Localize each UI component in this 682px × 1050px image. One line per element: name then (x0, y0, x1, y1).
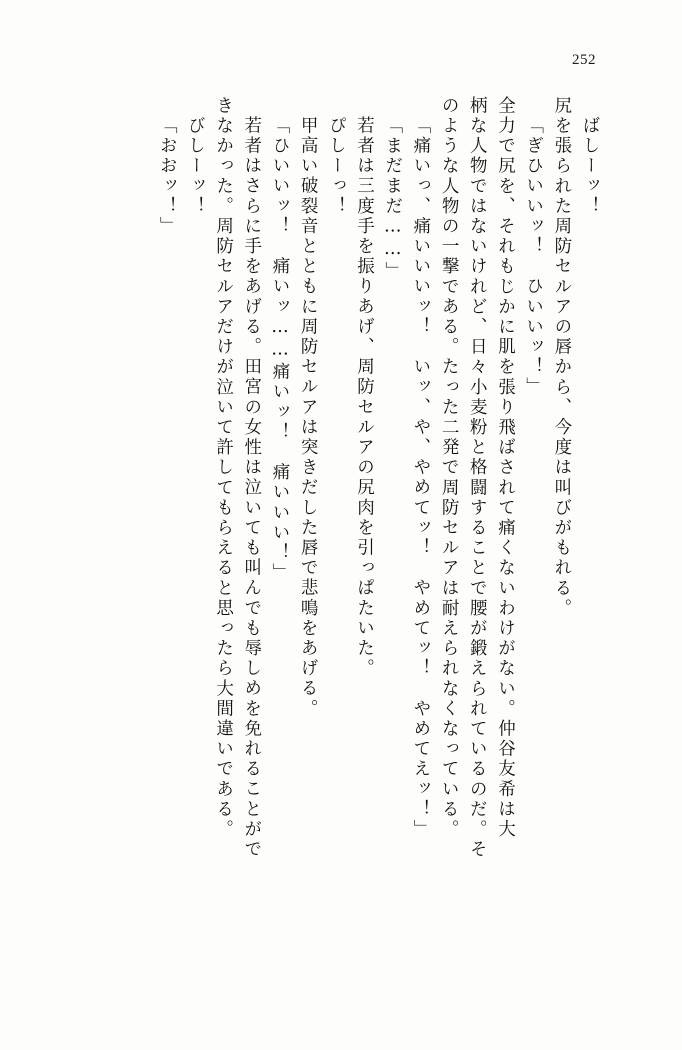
text-column: 若者はさらに手をあげる。田宮の女性は泣いても叫んでも辱しめを免れることがで (241, 116, 262, 860)
text-column: 「おおッ！」 (157, 116, 178, 237)
text-column: 若者は三度手を振りあげ、周防セルアの尻肉を引っぱたいた。 (354, 116, 375, 679)
text-column: きなかった。周防セルアだけが泣いて許してもらえると思ったら大間違いである。 (213, 96, 234, 840)
page-number: 252 (572, 52, 596, 68)
text-column: 尻を張られた周防セルアの唇から、今度は叫びがもれる。 (551, 96, 572, 619)
text-column: 全力で尻を、それもじかに肌を張り飛ばされて痛くないわけがない。仲谷友希は大 (495, 96, 516, 840)
text-column: 「痛いっ、痛いいいッ！ いッ、や、やめてッ！ やめてッ！ やめてえッ！」 (410, 116, 431, 840)
text-column: 甲高い破裂音とともに周防セルアは突きだした唇で悲鳴をあげる。 (298, 116, 319, 719)
vertical-text-block (120, 96, 598, 946)
text-column: 柄な人物ではないけれど、日々小麦粉と格闘することで腰が鍛えられているのだ。そ (467, 96, 488, 860)
text-column: 「ひいいッ！ 痛いッ……痛いッ！ 痛いいい！」 (269, 116, 290, 584)
text-column: ばしーッ！ (580, 116, 600, 217)
text-column: 「まだまだ……」 (382, 116, 403, 282)
text-column: のような人物の一撃である。たった二発で周防セルアは耐えられなくなっている。 (439, 96, 460, 840)
text-column: ぴしーっ！ (326, 116, 347, 217)
text-column: びしーッ！ (185, 116, 206, 217)
text-column: 「ぎひいいッ！ ひいいッ！」 (523, 116, 544, 398)
